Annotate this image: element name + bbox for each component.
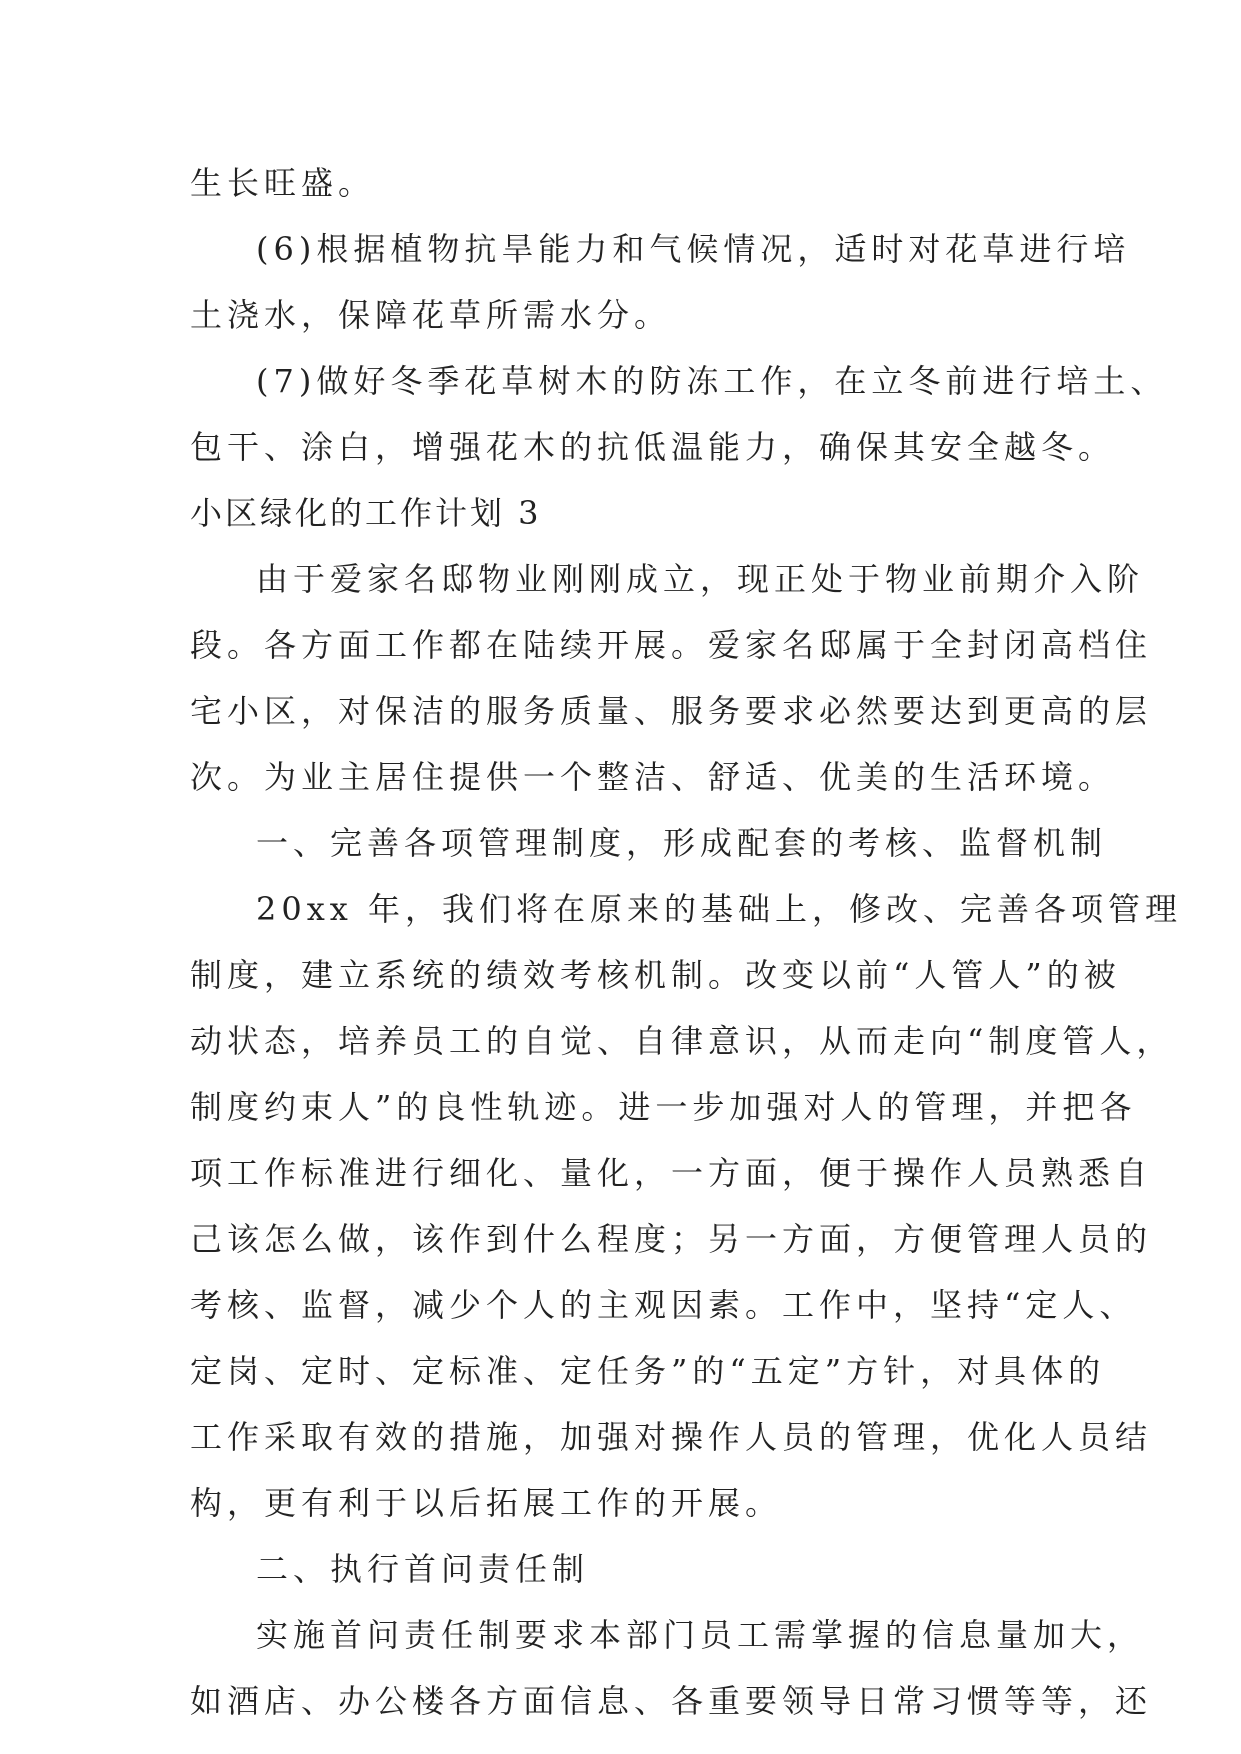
text-line: 20xx 年，我们将在原来的基础上，修改、完善各项管理: [256, 890, 1182, 928]
text-line: 实施首问责任制要求本部门员工需掌握的信息量加大，: [256, 1616, 1145, 1654]
text-line: 制度，建立系统的绩效考核机制。改变以前“人管人”的被: [190, 956, 1121, 994]
text-line: 如酒店、办公楼各方面信息、各重要领导日常习惯等等，还: [190, 1682, 1153, 1720]
text-line: 生长旺盛。: [190, 164, 376, 202]
subheading-line: 二、执行首问责任制: [256, 1550, 590, 1588]
text-line: 己该怎么做，该作到什么程度；另一方面，方便管理人员的: [190, 1220, 1153, 1258]
text-line: 段。各方面工作都在陆续开展。爱家名邸属于全封闭高档住: [190, 626, 1153, 664]
text-line: 制度约束人”的良性轨迹。进一步加强对人的管理，并把各: [190, 1088, 1137, 1126]
text-line: 定岗、定时、定标准、定任务”的“五定”方针，对具体的: [190, 1352, 1106, 1390]
text-line: 考核、监督，减少个人的主观因素。工作中，坚持“定人、: [190, 1286, 1137, 1324]
text-line: 宅小区，对保洁的服务质量、服务要求必然要达到更高的层: [190, 692, 1153, 730]
subheading-line: 一、完善各项管理制度，形成配套的考核、监督机制: [256, 824, 1108, 862]
text-line: 动状态，培养员工的自觉、自律意识，从而走向“制度管人，: [190, 1022, 1174, 1060]
text-line: 土浇水，保障花草所需水分。: [190, 296, 672, 334]
text-line: 构，更有利于以后拓展工作的开展。: [190, 1484, 783, 1522]
text-line: 工作采取有效的措施，加强对操作人员的管理，优化人员结: [190, 1418, 1153, 1456]
text-line: (6)根据植物抗旱能力和气候情况，适时对花草进行培: [256, 230, 1131, 268]
text-line: 包干、涂白，增强花木的抗低温能力，确保其安全越冬。: [190, 428, 1116, 466]
text-line: 次。为业主居住提供一个整洁、舒适、优美的生活环境。: [190, 758, 1116, 796]
document-body: [190, 150, 1182, 1734]
text-line: (7)做好冬季花草树木的防冻工作，在立冬前进行培土、: [256, 362, 1168, 400]
section-heading: 小区绿化的工作计划 3: [190, 494, 542, 532]
text-line: 项工作标准进行细化、量化，一方面，便于操作人员熟悉自: [190, 1154, 1153, 1192]
text-line: 由于爱家名邸物业刚刚成立，现正处于物业前期介入阶: [256, 560, 1145, 598]
